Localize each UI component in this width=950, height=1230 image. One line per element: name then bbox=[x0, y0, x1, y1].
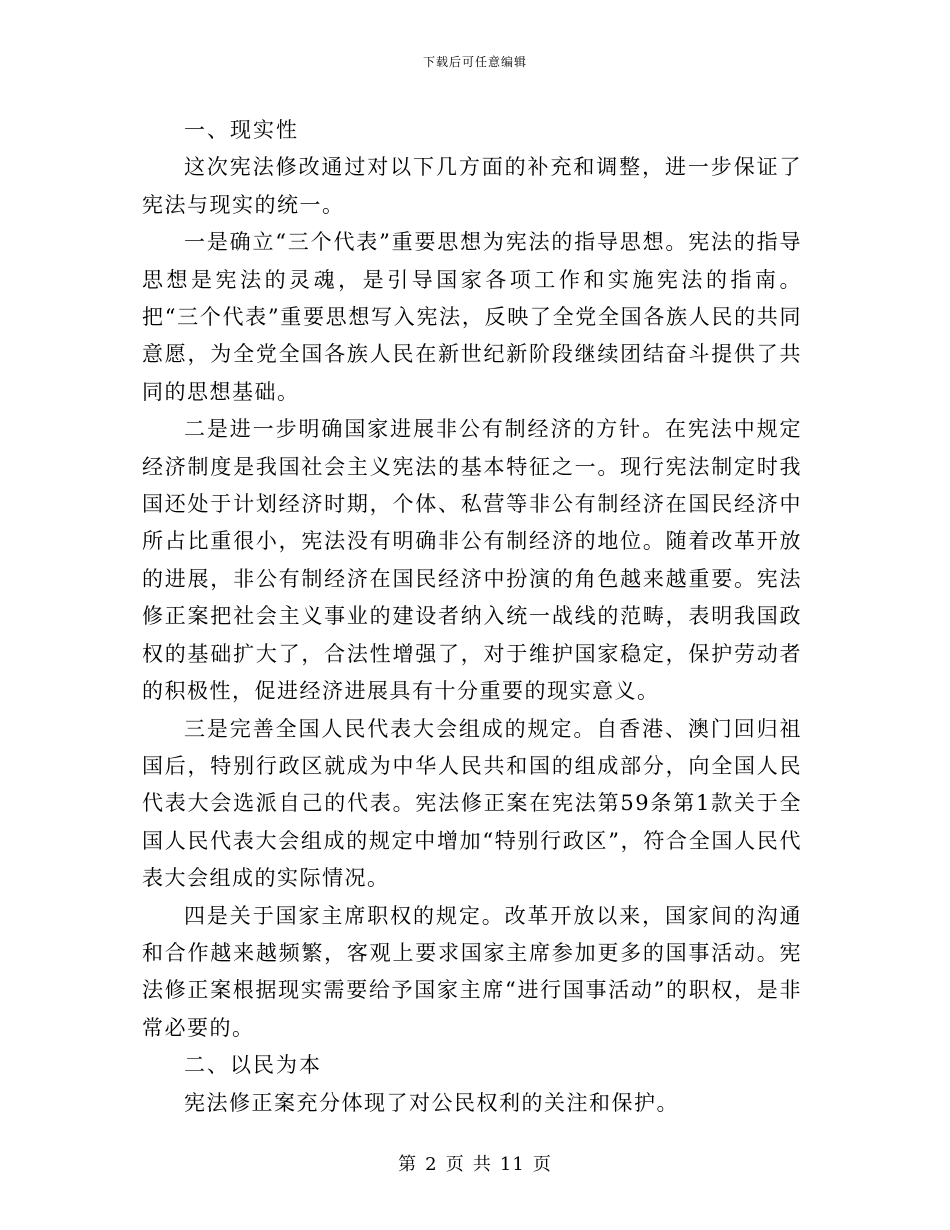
paragraph-rights: 宪法修正案充分体现了对公民权利的关注和保护。 bbox=[184, 1090, 679, 1115]
paragraph-point-four: 四是关于国家主席职权的规定。改革开放以来，国家间的沟通和合作越来越频繁，客观上要求国家主席参加更多的国事活动。宪法修正案根据现实需要给予国家主席“进行国事活动”的职权，是非常必要的。 bbox=[142, 903, 802, 1040]
document-body bbox=[142, 112, 802, 1122]
paragraph-point-two: 二是进一步明确国家进展非公有制经济的方针。在宪法中规定经济制度是我国社会主义宪法的基本特征之一。现行宪法制定时我国还处于计划经济时期，个体、私营等非公有制经济在国民经济中所占比重很小，宪法没有明确非公有制经济的地位。随着改革开放的进展，非公有制经济在国民经济中扮演的角色越来越重要。宪法修正案把社会主义事业的建设者纳入统一战线的范畴，表明我国政权的基础扩大了，合法性增强了，对于维护国家稳定，保护劳动者的积极性，促进经济进展具有十分重要的现实意义。 bbox=[142, 417, 802, 704]
page-header: 下载后可任意编辑 bbox=[422, 55, 527, 69]
footer-current-page: 2 bbox=[425, 1154, 438, 1175]
paragraph-point-one: 一是确立“三个代表”重要思想为宪法的指导思想。宪法的指导思想是宪法的灵魂，是引导国家各项工作和实施宪法的指南。把“三个代表”重要思想写入宪法，反映了全党全国各族人民的共同意愿，为全党全国各族人民在新世纪新阶段继续团结奋斗提供了共同的思想基础。 bbox=[142, 230, 802, 404]
page-footer bbox=[0, 1153, 950, 1177]
paragraph-point-three: 三是完善全国人民代表大会组成的规定。自香港、澳门回归祖国后，特别行政区就成为中华人民共和国的组成部分，向全国人民代表大会选派自己的代表。宪法修正案在宪法第59条第1款关于全国人民代表大会组成的规定中增加“特别行政区”，符合全国人民代表大会组成的实际情况。 bbox=[142, 716, 802, 891]
footer-prefix: 第 bbox=[398, 1154, 418, 1175]
section-heading-people-oriented: 二、以民为本 bbox=[184, 1053, 322, 1078]
footer-suffix: 页 bbox=[532, 1154, 552, 1175]
section-heading-reality: 一、现实性 bbox=[184, 118, 299, 142]
footer-total-word: 共 bbox=[472, 1154, 492, 1175]
footer-page-word: 页 bbox=[445, 1154, 465, 1175]
paragraph-intro: 这次宪法修改通过对以下几方面的补充和调整，进一步保证了宪法与现实的统一。 bbox=[142, 155, 802, 217]
footer-total-pages: 11 bbox=[499, 1154, 525, 1175]
